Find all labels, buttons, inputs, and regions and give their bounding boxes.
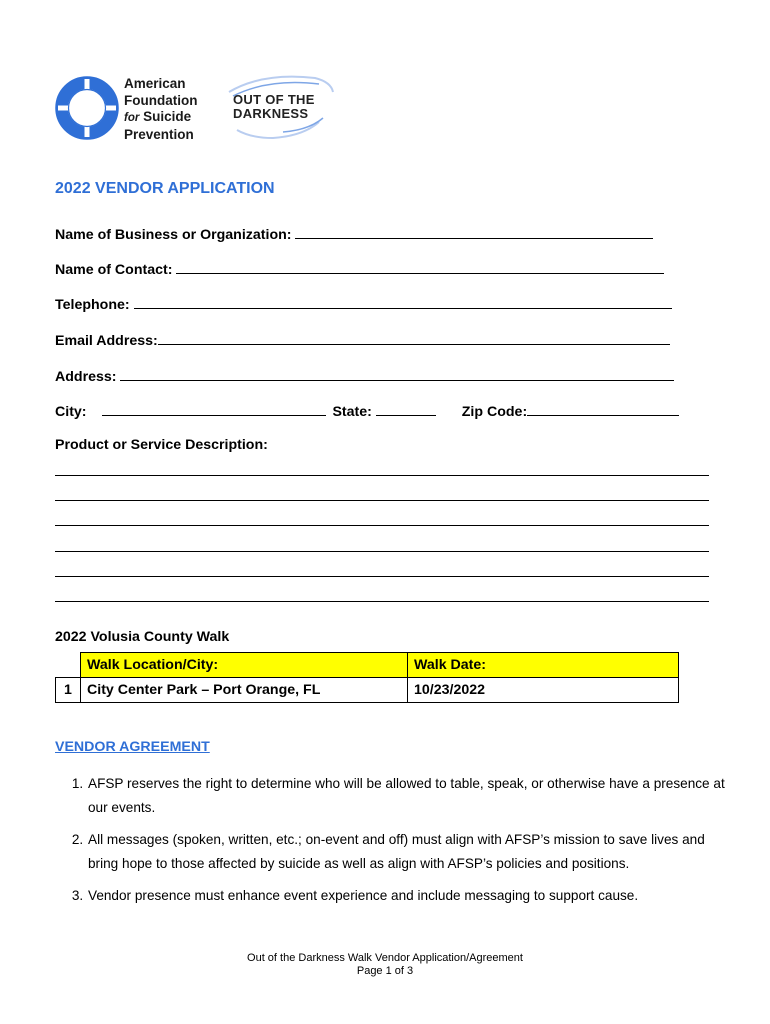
afsp-line-4: Prevention xyxy=(124,126,194,142)
description-row xyxy=(55,437,268,453)
page-title: 2022 VENDOR APPLICATION xyxy=(55,180,275,197)
table-row xyxy=(56,678,679,703)
agreement-item-3: 3. Vendor presence must enhance event experience and include messaging to support cause. xyxy=(87,884,737,908)
telephone-row xyxy=(55,294,672,313)
description-line-6[interactable] xyxy=(55,600,709,602)
address-row xyxy=(55,366,674,385)
zip-label: Zip Code: xyxy=(461,404,528,420)
afsp-line-3 xyxy=(124,109,197,127)
walk-row-number: 1 xyxy=(56,678,81,703)
afsp-logo-text xyxy=(124,76,197,143)
contact-name-label: Name of Contact: xyxy=(55,262,173,278)
address-label: Address: xyxy=(55,369,117,385)
walk-num-header xyxy=(56,653,81,678)
afsp-line-1: American xyxy=(124,76,186,91)
description-line-5[interactable] xyxy=(55,575,709,577)
agreement-title: VENDOR AGREEMENT xyxy=(55,739,210,755)
ootd-line-1: OUT OF THE xyxy=(233,92,315,107)
walk-location-header: Walk Location/City: xyxy=(81,653,408,678)
walk-table-header xyxy=(56,653,679,678)
page-number: Page 1 of 3 xyxy=(356,965,414,977)
walk-date-cell: 10/23/2022 xyxy=(408,678,679,703)
ootd-logo xyxy=(223,70,341,142)
agreement-item-2: 2. All messages (spoken, written, etc.; on-event and off) must align with AFSP’s mission to save lives and bring hope to those affected by suicide as well as align with AFSP’s policies and positions. xyxy=(87,828,737,876)
description-line-1[interactable] xyxy=(55,474,709,476)
state-field[interactable] xyxy=(376,401,436,416)
contact-name-field[interactable] xyxy=(176,259,664,274)
ootd-line-2: DARKNESS xyxy=(233,106,309,121)
page-footer xyxy=(0,952,770,978)
lifebuoy-icon xyxy=(55,76,119,140)
header-logos xyxy=(55,70,345,142)
description-line-2[interactable] xyxy=(55,499,709,501)
email-label: Email Address: xyxy=(55,333,158,349)
afsp-for: for xyxy=(124,112,140,124)
business-name-field[interactable] xyxy=(295,224,653,239)
footer-title: Out of the Darkness Walk Vendor Application/Agreement xyxy=(247,952,523,964)
agreement-item-1: 1. AFSP reserves the right to determine who will be allowed to table, speak, or otherwise have a presence at our events. xyxy=(87,772,737,820)
email-row xyxy=(55,330,670,349)
city-field[interactable] xyxy=(102,401,326,416)
telephone-label: Telephone: xyxy=(55,297,130,313)
agreement-list xyxy=(55,772,737,916)
walk-date-header: Walk Date: xyxy=(408,653,679,678)
address-field[interactable] xyxy=(120,366,674,381)
state-label: State: xyxy=(332,404,372,420)
email-field[interactable] xyxy=(158,330,670,345)
walk-location-cell: City Center Park – Port Orange, FL xyxy=(81,678,408,703)
city-label: City: xyxy=(55,404,87,420)
description-line-4[interactable] xyxy=(55,550,709,552)
business-name-row xyxy=(55,224,653,243)
ootd-logo-text xyxy=(233,93,315,121)
walk-heading: 2022 Volusia County Walk xyxy=(55,629,230,645)
telephone-field[interactable] xyxy=(134,294,672,309)
afsp-line-3-text: Suicide xyxy=(143,109,192,124)
city-state-zip-row xyxy=(55,401,679,420)
description-label: Product or Service Description: xyxy=(55,437,268,453)
description-line-3[interactable] xyxy=(55,524,709,526)
contact-name-row xyxy=(55,259,664,278)
business-name-label: Name of Business or Organization: xyxy=(55,227,292,243)
zip-field[interactable] xyxy=(527,401,679,416)
walk-table xyxy=(55,652,679,703)
afsp-line-2: Foundation xyxy=(124,92,198,108)
